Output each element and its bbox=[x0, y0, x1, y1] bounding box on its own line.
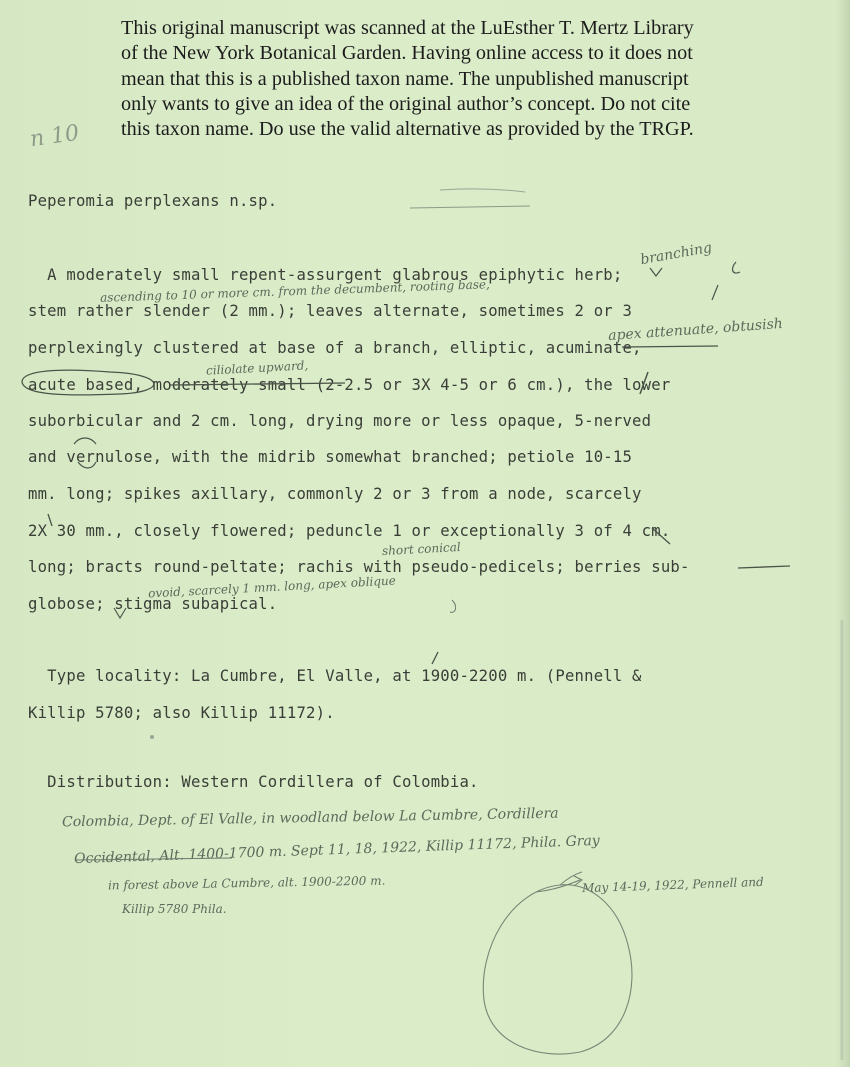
specimen-note-line: in forest above La Cumbre, alt. 1900-2200 m. bbox=[107, 873, 386, 893]
pencil-stroke bbox=[440, 189, 525, 192]
insertion-caret bbox=[114, 608, 126, 618]
stain-dot bbox=[150, 735, 154, 739]
pencil-stroke bbox=[410, 206, 530, 208]
notice-line: of the New York Botanical Garden. Having online access to it does not bbox=[121, 42, 693, 65]
strike-through bbox=[622, 346, 718, 347]
species-title: Peperomia perplexans n.sp. bbox=[28, 192, 278, 210]
accent-mark bbox=[432, 652, 438, 664]
description-line: mm. long; spikes axillary, commonly 2 or 3 from a node, scarcely bbox=[28, 485, 642, 503]
annotation-ascending: ascending to 10 or more cm. from the decumbent, rooting base, bbox=[99, 277, 491, 305]
description-line: suborbicular and 2 cm. long, drying more or less opaque, 5-nerved bbox=[28, 412, 652, 430]
annotation-ovoid: ovoid, scarcely 1 mm. long, apex oblique bbox=[147, 573, 397, 601]
type-locality-line: Type locality: La Cumbre, El Valle, at 1900-2200 m. (Pennell & bbox=[28, 667, 642, 685]
pen-stroke bbox=[78, 462, 96, 468]
description-line: and vernulose, with the midrib somewhat branched; petiole 10-15 bbox=[28, 448, 633, 466]
notice-line: This original manuscript was scanned at the LuEsther T. Mertz Library bbox=[121, 17, 694, 39]
description-line: stem rather slender (2 mm.); leaves alternate, sometimes 2 or 3 bbox=[28, 302, 633, 320]
notice-line: only wants to give an idea of the original author’s concept. Do not cite bbox=[121, 92, 691, 115]
strike-through bbox=[170, 383, 345, 385]
description-line: A moderately small repent-assurgent glabrous epiphytic herb; bbox=[28, 266, 623, 284]
circle-mark bbox=[22, 370, 154, 395]
distribution-line: Distribution: Western Cordillera of Colombia. bbox=[28, 773, 479, 791]
specimen-note-line: Occidental, Alt. 1400-1700 m. Sept 11, 18, 1922, Killip 11172, Phila. Gray bbox=[73, 832, 600, 868]
margin-note: n 10 bbox=[28, 120, 81, 153]
pen-stroke bbox=[48, 514, 52, 526]
description-line: perplexingly clustered at base of a branch, elliptic, acuminate, bbox=[28, 339, 642, 357]
pen-stroke bbox=[450, 600, 456, 612]
specimen-note-line: Colombia, Dept. of El Valle, in woodland below La Cumbre, Cordillera bbox=[61, 805, 559, 831]
strike-through bbox=[738, 566, 790, 568]
description-line: long; bracts round-peltate; rachis with pseudo-pedicels; berries sub- bbox=[28, 558, 690, 576]
insertion-caret bbox=[650, 268, 662, 276]
pen-stroke bbox=[712, 285, 718, 300]
pen-stroke bbox=[733, 262, 740, 273]
pen-stroke bbox=[640, 372, 648, 394]
description-line: 2X 30 mm., closely flowered; peduncle 1 or exceptionally 3 of 4 cm. bbox=[28, 522, 671, 540]
notice-line: this taxon name. Do use the valid alternative as provided by the TRGP. bbox=[121, 118, 694, 141]
specimen-note-line: May 14-19, 1922, Pennell and bbox=[581, 874, 764, 896]
strike-through bbox=[652, 528, 670, 544]
berry-sketch bbox=[483, 885, 632, 1054]
type-locality-line: Killip 5780; also Killip 11172). bbox=[28, 704, 335, 722]
description-line: acute based, moderately small (2-2.5 or 3X 4-5 or 6 cm.), the lower bbox=[28, 376, 671, 394]
annotation-apex: apex attenuate, obtusish bbox=[607, 315, 784, 345]
specimen-note-line: Killip 5780 Phila. bbox=[122, 902, 227, 916]
pen-stroke bbox=[536, 880, 580, 892]
pen-underline bbox=[76, 858, 232, 860]
description-line: globose; stigma subapical. bbox=[28, 595, 278, 613]
notice-line: mean that this is a published taxon name. The unpublished manuscript bbox=[121, 67, 689, 90]
insertion-caret bbox=[74, 438, 96, 444]
annotation-branching: branching bbox=[639, 239, 714, 269]
annotation-short-conical: short conical bbox=[381, 539, 462, 559]
annotation-ciliolate: ciliolate upward, bbox=[205, 358, 309, 378]
